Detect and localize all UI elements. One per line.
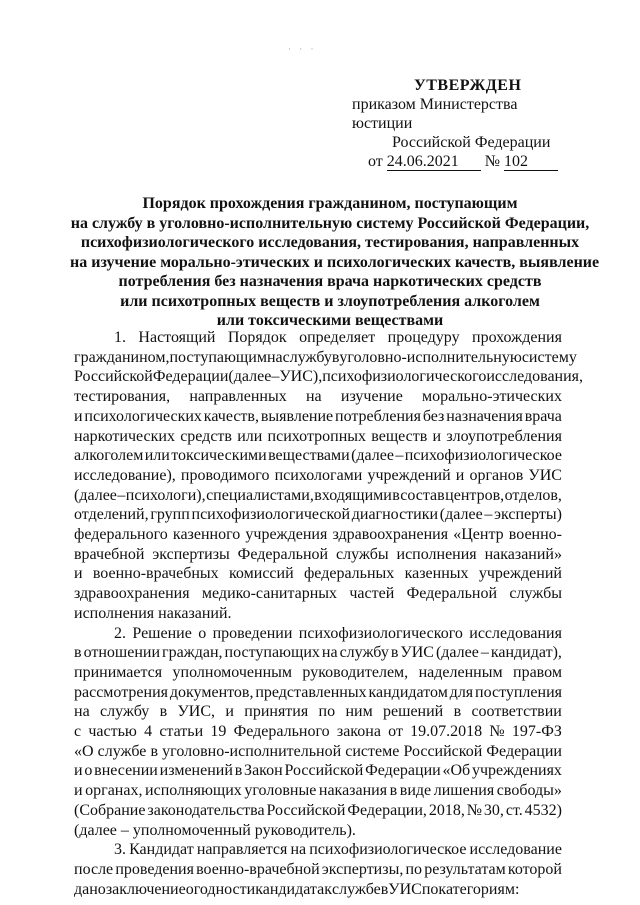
- heading-line: или токсическими веществами: [216, 312, 444, 329]
- word: на: [290, 841, 307, 859]
- word: исполнения: [396, 545, 477, 563]
- word: решений: [383, 703, 444, 721]
- word: Настоящий: [138, 329, 216, 346]
- word: исследования,: [486, 368, 584, 386]
- word: психофизиологического: [322, 368, 487, 386]
- word: эксперты): [494, 506, 562, 524]
- word: Федеральной: [237, 545, 329, 563]
- word: назначения: [446, 407, 523, 425]
- word: кандидатом: [368, 683, 448, 701]
- word: злоупотребления: [446, 427, 562, 445]
- word: уголовные: [244, 782, 317, 800]
- word: 4532): [524, 801, 562, 819]
- heading-line: потребления без назначения врача наркотических средств: [118, 273, 542, 290]
- approval-line-2: Российской Федерации: [392, 134, 551, 151]
- word: на: [321, 644, 338, 662]
- word: и: [74, 782, 83, 800]
- word: алкоголем: [74, 447, 144, 465]
- word: поступления: [475, 683, 562, 701]
- word: (далее: [74, 486, 117, 504]
- word: (далее: [439, 506, 483, 524]
- heading-line: Порядок прохождения гражданином, поступающим: [142, 195, 518, 212]
- word: веществ: [371, 427, 428, 445]
- word: центров,: [445, 486, 505, 504]
- word: о: [185, 880, 194, 898]
- word: в: [380, 880, 389, 898]
- word: на: [266, 348, 283, 366]
- word: качеств,: [203, 407, 259, 425]
- word: в: [150, 742, 159, 760]
- document-body: [74, 328, 584, 899]
- word: и: [455, 466, 465, 484]
- word: (далее: [228, 368, 272, 386]
- word: о: [198, 624, 207, 642]
- word: результатам: [424, 860, 506, 878]
- word: категориям:: [438, 880, 520, 898]
- word: казенных: [404, 565, 469, 583]
- text-line: [74, 702, 562, 722]
- word: годности: [193, 880, 256, 898]
- word: процедуру: [387, 329, 460, 346]
- word: службе: [97, 742, 147, 760]
- word: частей: [349, 585, 395, 603]
- text-line: [74, 683, 562, 703]
- word: психотропных: [267, 427, 367, 445]
- word: кандидат),: [490, 644, 562, 662]
- word: учреждениях: [472, 762, 562, 780]
- word: экспертизы,: [321, 860, 404, 878]
- word: в: [74, 644, 82, 662]
- word: военно-врачебных: [92, 565, 219, 583]
- word: врача: [524, 407, 562, 425]
- word: Федеральной: [406, 585, 498, 603]
- word: службы: [509, 585, 562, 603]
- word: принимается: [74, 663, 163, 681]
- word: 4: [144, 723, 153, 741]
- word: 19.07.2018: [410, 723, 483, 741]
- word: систему: [521, 348, 577, 366]
- word: и: [74, 407, 83, 425]
- word: Закон: [244, 762, 283, 780]
- word: Федерации: [365, 762, 441, 780]
- word: ст.: [505, 801, 523, 819]
- text-line: [74, 604, 562, 624]
- word: Решение: [132, 624, 192, 642]
- word: проведении: [212, 624, 293, 642]
- word: правом: [513, 663, 562, 681]
- heading-line: психофизиологического исследования, тестирования, направленных: [80, 234, 580, 251]
- word: Федерации: [152, 368, 229, 386]
- word: определяет: [299, 329, 376, 346]
- word: наделенным: [418, 663, 503, 681]
- word: УИС: [528, 466, 562, 484]
- word: системе: [345, 742, 400, 760]
- word: 2.: [114, 624, 126, 642]
- word: по: [405, 860, 423, 878]
- word: групп: [150, 506, 190, 524]
- word: 19: [210, 723, 227, 741]
- word: медико-санитарных: [201, 585, 338, 603]
- word: 30,: [483, 801, 504, 819]
- word: в: [234, 762, 243, 780]
- word: психофизиологического: [298, 624, 463, 642]
- word: внесении: [94, 762, 158, 780]
- text-line: [74, 466, 562, 486]
- word: или: [237, 427, 263, 445]
- word: или: [144, 447, 170, 465]
- date-prefix: от: [368, 153, 383, 170]
- word: токсическими: [171, 447, 267, 465]
- word: –: [117, 486, 126, 504]
- text-line: [74, 624, 562, 644]
- word: 1.: [114, 329, 126, 346]
- word: службу: [282, 348, 332, 366]
- word: психофизиологическое: [309, 841, 467, 859]
- text-line: [74, 821, 562, 841]
- word: свободы»: [496, 782, 562, 800]
- word: здравоохранения: [74, 585, 190, 603]
- word: «О: [74, 742, 94, 760]
- word: заключение: [105, 880, 186, 898]
- text-line: [74, 328, 562, 348]
- word: №: [489, 723, 505, 741]
- word: направляется: [196, 841, 288, 859]
- text-line: [74, 643, 562, 663]
- text-line: [74, 840, 562, 860]
- paragraph: [74, 328, 584, 624]
- word: 2018,: [428, 801, 465, 819]
- text-line: [74, 663, 562, 683]
- word: УИС: [400, 644, 434, 662]
- word: документов,: [169, 683, 254, 701]
- word: экспертизы: [152, 545, 230, 563]
- word: веществами: [268, 447, 350, 465]
- text-line: [74, 486, 562, 506]
- word: –: [395, 447, 404, 465]
- word: к: [324, 880, 332, 898]
- word: поступающим: [169, 348, 267, 366]
- paragraph: [74, 840, 562, 899]
- word: Российской: [403, 742, 483, 760]
- word: (далее: [435, 644, 479, 662]
- word: ним: [345, 703, 373, 721]
- word: военно-: [508, 526, 562, 544]
- word: средств: [180, 427, 232, 445]
- text-line: [74, 722, 562, 742]
- heading-line: или психотропных веществ и злоупотребления алкоголем: [120, 292, 540, 310]
- word: врачебной: [74, 545, 145, 563]
- word: гражданином,: [74, 348, 170, 366]
- word: потребления: [335, 407, 421, 425]
- word: прохождения: [472, 329, 562, 346]
- word: исследования: [469, 624, 562, 642]
- word: с: [74, 723, 82, 741]
- word: по: [421, 880, 439, 898]
- word: в: [390, 644, 399, 662]
- word: –: [480, 644, 489, 662]
- word: –: [484, 506, 493, 524]
- word: отделений,: [74, 506, 149, 524]
- text-line: [74, 387, 562, 407]
- word: исполняющих: [145, 782, 242, 800]
- word: федерального: [74, 526, 168, 544]
- word: органов: [469, 466, 524, 484]
- word: которой: [507, 860, 562, 878]
- text-line: [74, 742, 562, 762]
- word: «Центр: [453, 526, 504, 544]
- text-line: [74, 427, 562, 447]
- word: представленных: [255, 683, 367, 701]
- word: в: [159, 703, 168, 721]
- word: службу: [339, 644, 389, 662]
- word: входящими: [314, 486, 392, 504]
- heading-line: на службу в уголовно-исполнительную систему Российской Федерации,: [70, 214, 590, 232]
- text-line: [74, 505, 562, 525]
- word: диагностики: [351, 506, 439, 524]
- word: в: [389, 782, 398, 800]
- text-line: [74, 367, 584, 387]
- word: психологами: [274, 466, 363, 484]
- text-line: [74, 860, 562, 880]
- text-line: [74, 801, 562, 821]
- word: исследование),: [74, 466, 176, 484]
- word: отделов,: [504, 486, 562, 504]
- word: тестирования,: [74, 388, 171, 406]
- word: по: [318, 703, 336, 721]
- word: уголовно-исполнительной: [162, 742, 342, 760]
- word: Федерации,: [347, 801, 427, 819]
- word: казенного: [172, 526, 241, 544]
- word: лишения: [433, 782, 495, 800]
- word: дано: [74, 880, 106, 898]
- word: для: [449, 683, 474, 701]
- text-line: [74, 407, 562, 427]
- word: (далее – уполномоченный руководитель).: [74, 821, 356, 839]
- word: и: [225, 703, 234, 721]
- word: 197-ФЗ: [511, 723, 562, 741]
- word: поступающих: [224, 644, 320, 662]
- word: наказания: [318, 782, 388, 800]
- word: здравоохранения: [332, 526, 449, 544]
- word: (Собрание: [74, 801, 146, 819]
- word: УИС),: [279, 368, 323, 386]
- word: Кандидат: [129, 841, 194, 859]
- word: на: [305, 388, 322, 406]
- word: УИС,: [177, 703, 216, 721]
- word: Российской: [266, 801, 346, 819]
- scan-mark: · · ·: [288, 44, 317, 54]
- word: и: [432, 427, 442, 445]
- word: специалистами,: [206, 486, 314, 504]
- word: выявление: [260, 407, 334, 425]
- word: исследование: [469, 841, 562, 859]
- word: психофизиологической: [191, 506, 351, 524]
- word: УИС: [388, 880, 422, 898]
- word: статьи: [159, 723, 204, 741]
- word: психологи),: [125, 486, 206, 504]
- word: изучение: [340, 388, 403, 406]
- word: федеральных: [303, 565, 395, 583]
- word: частью: [88, 723, 137, 741]
- text-line: [74, 545, 562, 565]
- approval-line-1: приказом Министерства юстиции: [352, 96, 518, 132]
- word: изменений: [159, 762, 233, 780]
- word: органах,: [85, 782, 143, 800]
- word: Федерации: [486, 742, 562, 760]
- word: Российской: [284, 762, 364, 780]
- word: о: [84, 762, 93, 780]
- approval-stamp: [338, 76, 578, 171]
- word: закона: [336, 723, 381, 741]
- word: граждан,: [162, 644, 223, 662]
- word: руководителем,: [302, 663, 409, 681]
- word: кандидата: [255, 880, 325, 898]
- approval-date-number: [338, 152, 578, 171]
- word: проводимого: [180, 466, 270, 484]
- word: принятия: [244, 703, 309, 721]
- word: на: [74, 703, 90, 721]
- word: службы: [336, 545, 389, 563]
- word: Порядок: [227, 329, 287, 346]
- heading-line: на изучение морально-этических и психологических качеств, выявление: [70, 253, 600, 271]
- word: рассмотрения: [74, 683, 168, 701]
- word: без: [422, 407, 445, 425]
- word: службе: [331, 880, 381, 898]
- number-prefix: №: [484, 153, 501, 170]
- word: направленных: [189, 388, 287, 406]
- text-line: [74, 446, 562, 466]
- word: Федерального: [233, 723, 330, 741]
- word: в: [331, 348, 340, 366]
- word: морально-этических: [422, 388, 562, 406]
- word: комиссий: [228, 565, 294, 583]
- word: состав: [400, 486, 445, 504]
- word: исполнения наказаний.: [74, 604, 232, 622]
- approval-number: 102: [504, 154, 558, 171]
- text-line: [74, 761, 562, 781]
- word: и: [74, 565, 83, 583]
- word: после: [74, 860, 114, 878]
- word: от: [388, 723, 403, 741]
- word: виде: [399, 782, 432, 800]
- word: «Об: [442, 762, 471, 780]
- word: отношении: [83, 644, 161, 662]
- paragraph: [74, 624, 562, 841]
- word: службу: [100, 703, 150, 721]
- word: Российской: [74, 368, 153, 386]
- word: проведения: [115, 860, 194, 878]
- word: и: [74, 762, 83, 780]
- word: (далее: [351, 447, 394, 465]
- word: психофизиологическое: [404, 447, 562, 465]
- word: №: [466, 801, 482, 819]
- word: в: [453, 703, 462, 721]
- word: законодательства: [147, 801, 265, 819]
- text-line: [74, 348, 577, 368]
- text-line: [74, 584, 562, 604]
- word: учреждений: [478, 565, 562, 583]
- word: соответствии: [471, 703, 562, 721]
- word: военно-врачебной: [196, 860, 320, 878]
- approval-date: 24.06.2021: [387, 154, 481, 171]
- word: учреждения: [245, 526, 328, 544]
- word: наркотических: [74, 427, 175, 445]
- text-line: [74, 525, 562, 545]
- word: в: [392, 486, 400, 504]
- word: 3.: [114, 841, 126, 859]
- text-line: [74, 564, 562, 584]
- word: –: [271, 368, 280, 386]
- word: психологических: [84, 407, 202, 425]
- approval-title: УТВЕРЖДЕН: [414, 77, 522, 94]
- word: уполномоченным: [172, 663, 292, 681]
- word: учреждений: [367, 466, 451, 484]
- document-heading: [70, 194, 600, 331]
- word: наказаний»: [484, 545, 562, 563]
- word: уголовно-исполнительную: [339, 348, 522, 366]
- text-line: [74, 880, 562, 900]
- text-line: [74, 781, 562, 801]
